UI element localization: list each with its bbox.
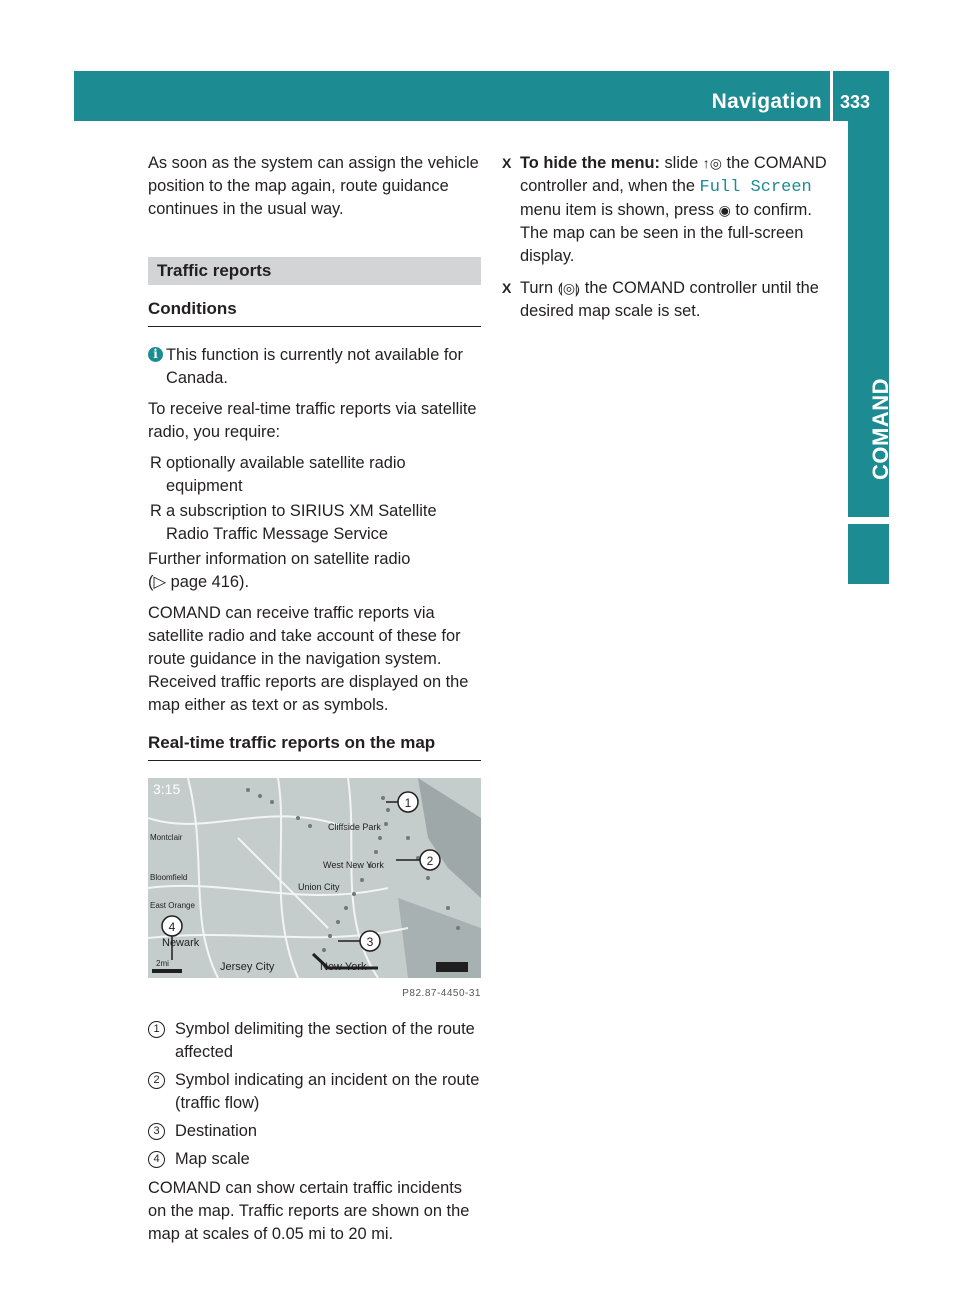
controller-press-icon: ◉ xyxy=(718,202,731,218)
map-place: New York xyxy=(320,961,367,973)
legend-text: Symbol delimiting the section of the route affected xyxy=(175,1020,475,1061)
section-heading: Traffic reports xyxy=(148,257,481,285)
map-place: West New York xyxy=(323,860,384,870)
map-place: Union City xyxy=(298,882,340,892)
figure-code: P82.87-4450-31 xyxy=(402,988,481,999)
map-heading: Real-time traffic reports on the map xyxy=(148,731,481,761)
step-text: the COMAND controller until the desired map scale is set. xyxy=(520,279,819,320)
map-place: Bloomfield xyxy=(150,873,188,882)
list-item xyxy=(148,500,481,546)
traffic-map-figure xyxy=(148,778,481,978)
step-text: Turn xyxy=(520,279,554,297)
info-icon: i xyxy=(148,347,163,362)
comand-paragraph: COMAND can receive traffic reports via satellite radio and take account of these for route guidance in the navigation system. Received traffic reports are displayed on the map either as text or as symbols. xyxy=(148,604,469,714)
map-scale-bar xyxy=(152,969,182,973)
legend-number: 4 xyxy=(148,1151,165,1168)
map-place: Jersey City xyxy=(220,961,275,973)
step-text: menu item is shown, press xyxy=(520,201,715,219)
legend-number: 1 xyxy=(148,1021,165,1038)
closing-paragraph: COMAND can show certain traffic incidents on the map. Traffic reports are shown on the map at scales of 0.05 mi to 20 mi. xyxy=(148,1179,470,1243)
svg-text:1: 1 xyxy=(404,796,412,810)
instruction-step xyxy=(502,152,838,268)
legend-number: 3 xyxy=(148,1123,165,1140)
map-place: Cliffside Park xyxy=(328,822,381,832)
step-marker-icon: X xyxy=(502,155,512,171)
info-note xyxy=(148,344,481,390)
page-number: 333 xyxy=(840,92,871,112)
list-item-text: a subscription to SIRIUS XM Satellite Radio Traffic Message Service xyxy=(166,502,437,543)
header-divider xyxy=(830,71,833,121)
conditions-heading: Conditions xyxy=(148,297,481,327)
legend-text: Destination xyxy=(175,1122,258,1140)
side-tab-label: COMAND xyxy=(868,378,893,480)
menu-item-full-screen: Full Screen xyxy=(699,178,812,197)
instruction-step xyxy=(502,277,838,323)
step-text: slide xyxy=(664,154,699,172)
legend-item xyxy=(148,1018,481,1064)
map-place: Newark xyxy=(162,937,200,949)
list-item-text: optionally available satellite radio equipment xyxy=(166,454,406,495)
require-paragraph: To receive real-time traffic reports via satellite radio, you require: xyxy=(148,400,477,441)
step-label: To hide the menu: xyxy=(520,154,660,172)
bullet-icon: R xyxy=(150,502,162,520)
intro-paragraph: As soon as the system can assign the vehicle position to the map again, route guidance continues in the usual way. xyxy=(148,154,479,218)
right-column xyxy=(502,152,838,332)
map-time: 3:15 xyxy=(153,781,181,797)
step-text: to confirm. The map can be seen in the full-screen display. xyxy=(520,201,812,265)
bullet-icon: R xyxy=(150,454,162,472)
svg-text:4: 4 xyxy=(168,920,176,934)
legend-number: 2 xyxy=(148,1072,165,1089)
page-reference[interactable]: (▷ page 416). xyxy=(148,573,249,591)
info-note-text: This function is currently not available for Canada. xyxy=(166,346,463,387)
traffic-map xyxy=(148,778,481,978)
legend-item xyxy=(148,1120,481,1143)
legend-text: Symbol indicating an incident on the route (traffic flow) xyxy=(175,1071,480,1112)
step-marker-icon: X xyxy=(502,280,512,296)
side-tab-marker xyxy=(848,524,889,584)
legend-text: Map scale xyxy=(175,1150,250,1168)
map-place: Montclair xyxy=(150,833,183,842)
list-item xyxy=(148,452,481,498)
controller-turn-icon: ⟬◎⟭ xyxy=(557,280,581,296)
step-text: the COMAND controller and, when the xyxy=(520,154,827,195)
map-scale-label: 2mi xyxy=(156,959,169,968)
svg-text:2: 2 xyxy=(426,854,434,868)
svg-text:3: 3 xyxy=(366,935,374,949)
left-column xyxy=(148,152,481,1254)
map-status-icon xyxy=(436,962,468,972)
map-place: East Orange xyxy=(150,901,195,910)
legend-item xyxy=(148,1148,481,1171)
controller-slide-icon: ↑◎ xyxy=(702,155,722,171)
legend-item xyxy=(148,1069,481,1115)
further-info-text: Further information on satellite radio xyxy=(148,550,411,568)
chapter-title: Navigation xyxy=(711,90,822,113)
